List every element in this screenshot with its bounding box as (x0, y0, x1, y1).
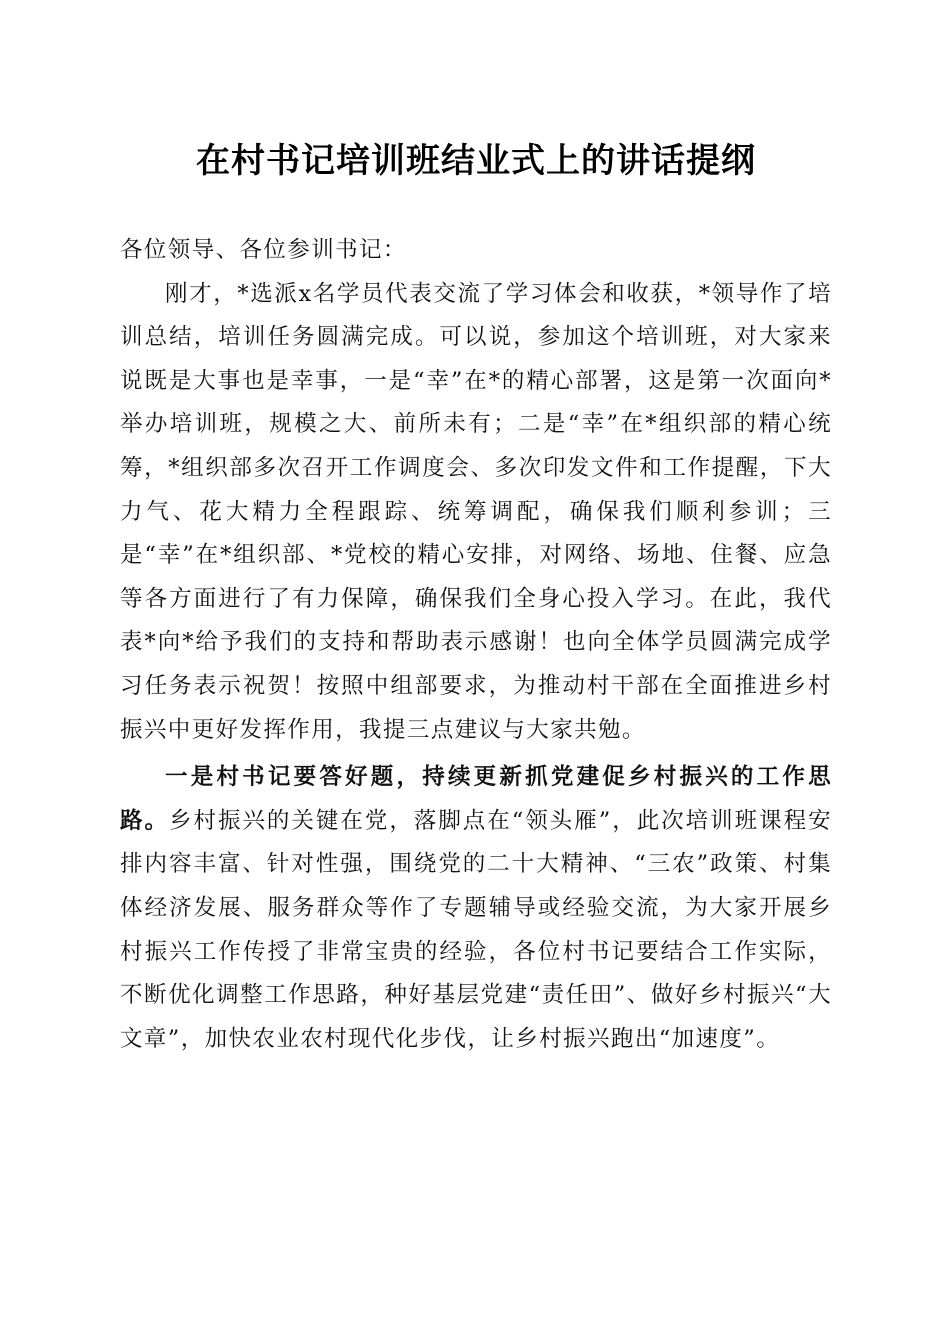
salutation: 各位领导、各位参训书记： (120, 237, 407, 263)
document-body (120, 229, 832, 1061)
paragraph-opening (120, 273, 832, 753)
paragraph-text: 乡村振兴的关键在党，落脚点在“领头雁”，此次培训班课程安排内容丰富、针对性强，围绕党的二十大精神、“三农”政策、村集体经济发展、服务群众等作了专题辅导或经验交流，为大家开展乡村振兴工作传授了非常宝贵的经验，各位村书记要结合工作实际，不断优化调整工作思路，种好基层党建“责任田”、做好乡村振兴“大文章”，加快农业农村现代化步伐，让乡村振兴跑出“加速度”。 (120, 807, 832, 1052)
paragraph-text: 刚才，*选派x名学员代表交流了学习体会和收获，*领导作了培训总结，培训任务圆满完成。可以说，参加这个培训班，对大家来说既是大事也是幸事，一是“幸”在*的精心部署，这是第一次面向*举办培训班，规模之大、前所未有；二是“幸”在*组织部的精心统筹，*组织部多次召开工作调度会、多次印发文件和工作提醒，下大力气、花大精力全程跟踪、统筹调配，确保我们顺利参训；三是“幸”在*组织部、*党校的精心安排，对网络、场地、住餐、应急等各方面进行了有力保障，确保我们全身心投入学习。在此，我代表*向*给予我们的支持和帮助表示感谢！也向全体学员圆满完成学习任务表示祝贺！按照中组部要求，为推动村干部在全面推进乡村振兴中更好发挥作用，我提三点建议与大家共勉。 (120, 280, 832, 743)
paragraph-lead: 一是村书记要答好题，持续更新抓党建促乡村振兴的工作思路。 (120, 764, 832, 834)
document-title: 在村书记培训班结业式上的讲话提纲 (196, 141, 756, 181)
paragraph-point-one (120, 756, 832, 1061)
